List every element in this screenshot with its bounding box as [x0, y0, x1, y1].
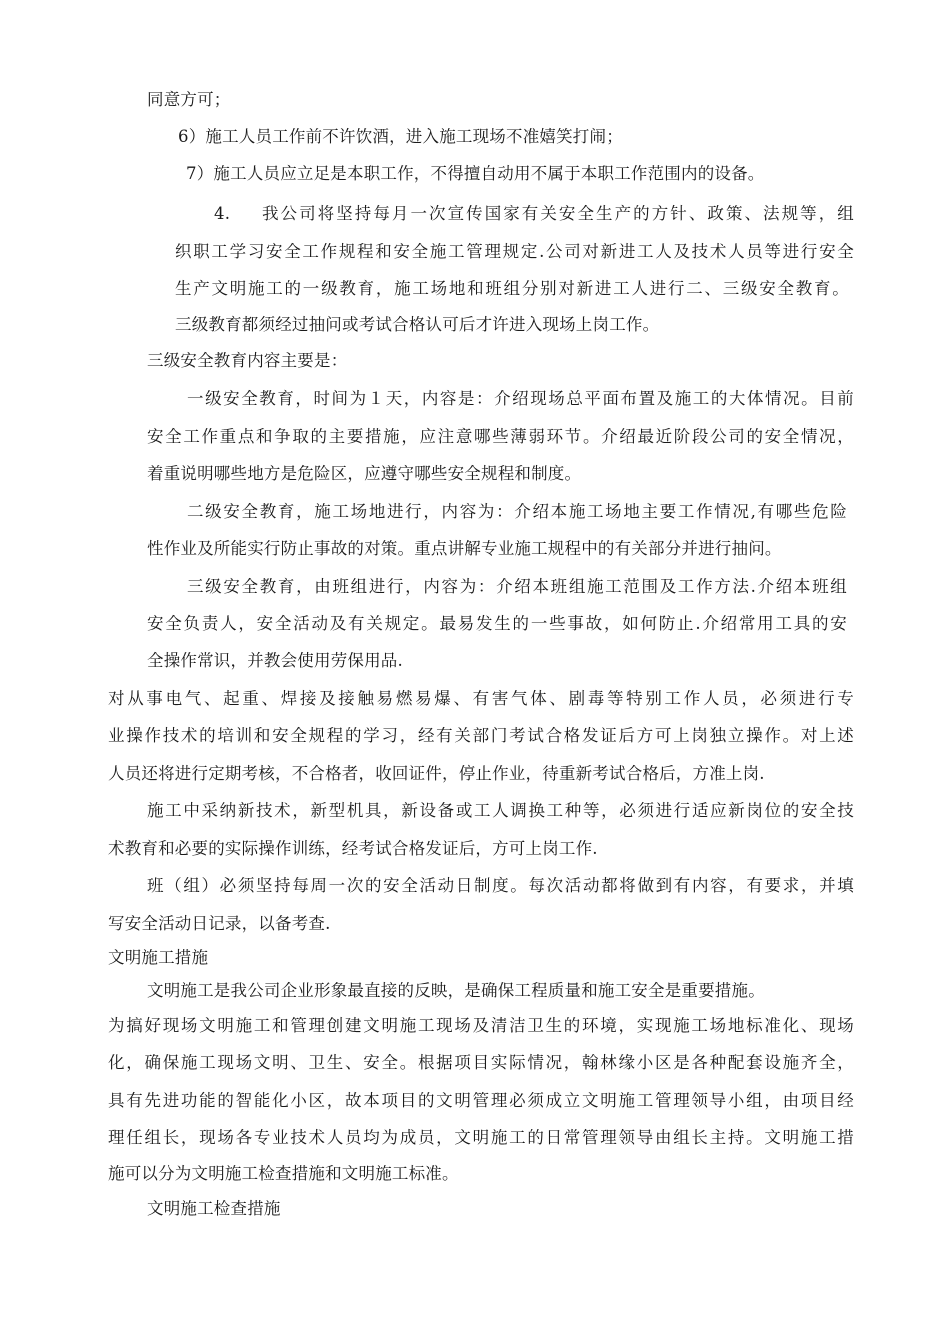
text-line: 着重说明哪些地方是危险区，应遵守哪些安全规程和制度。	[147, 464, 582, 483]
text-line: 我公司将坚持每月一次宣传国家有关安全生产的方针、政策、法规等，组	[262, 204, 854, 223]
text-line: 安全负责人，安全活动及有关规定。最易发生的一些事故，如何防止.介绍常用工具的安	[147, 614, 847, 633]
list-number: 4.	[214, 204, 231, 223]
text-line: 6）施工人员工作前不许饮酒，进入施工现场不准嬉笑打闹；	[178, 127, 623, 146]
text-line: 施工中采纳新技术，新型机具，新设备或工人调换工种等，必须进行适应新岗位的安全技	[147, 801, 854, 820]
text-line: 生产文明施工的一级教育，施工场地和班组分别对新进工人进行二、三级安全教育。	[175, 279, 849, 298]
text-line: 三级教育都须经过抽问或考试合格认可后才许进入现场上岗工作。	[175, 315, 660, 334]
text-line: 安全工作重点和争取的主要措施，应注意哪些薄弱环节。介绍最近阶段公司的安全情况，	[147, 427, 854, 446]
text-line: 为搞好现场文明施工和管理创建文明施工现场及清洁卫生的环境，实现施工场地标准化、现场	[108, 1016, 854, 1035]
text-line: 同意方可；	[147, 90, 231, 109]
text-line: 对从事电气、起重、焊接及接触易燃易爆、有害气体、剧毒等特别工作人员，必须进行专	[108, 689, 854, 708]
text-line: 业操作技术的培训和安全规程的学习，经有关部门考试合格发证后方可上岗独立操作。对上述	[108, 726, 854, 745]
text-line: 文明施工是我公司企业形象最直接的反映，是确保工程质量和施工安全是重要措施。	[147, 981, 765, 1000]
text-line: 化，确保施工现场文明、卫生、安全。根据项目实际情况，翰林缘小区是各种配套设施齐全，	[108, 1053, 854, 1072]
text-line: 全操作常识，并教会使用劳保用品.	[147, 651, 403, 670]
text-line: 性作业及所能实行防止事故的对策。重点讲解专业施工规程中的有关部分并进行抽问。	[147, 539, 782, 558]
text-line: 7）施工人员应立足是本职工作，不得擅自动用不属于本职工作范围内的设备。	[186, 164, 765, 183]
text-line: 三级安全教育内容主要是：	[147, 351, 348, 370]
text-line: 班（组）必须坚持每周一次的安全活动日制度。每次活动都将做到有内容，有要求，并填	[147, 876, 854, 895]
text-line: 织职工学习安全工作规程和安全施工管理规定.公司对新进工人及技术人员等进行安全	[175, 242, 854, 261]
text-line: 一级安全教育，时间为１天，内容是：介绍现场总平面布置及施工的大体情况。目前	[187, 389, 854, 408]
text-line: 三级安全教育，由班组进行，内容为：介绍本班组施工范围及工作方法.介绍本班组	[187, 577, 847, 596]
text-line: 术教育和必要的实际操作训练，经考试合格发证后，方可上岗工作.	[108, 839, 598, 858]
section-heading: 文明施工措施	[108, 948, 209, 967]
text-line: 写安全活动日记录，以备考查.	[108, 914, 331, 933]
text-line: 施可以分为文明施工检查措施和文明施工标准。	[108, 1164, 459, 1183]
text-line: 二级安全教育，施工场地进行，内容为：介绍本施工场地主要工作情况,有哪些危险	[187, 502, 847, 521]
text-line: 人员还将进行定期考核，不合格者，收回证件，停止作业，待重新考试合格后，方准上岗.	[108, 764, 765, 783]
text-line: 理任组长，现场各专业技术人员均为成员，文明施工的日常管理领导由组长主持。文明施工措	[108, 1128, 854, 1147]
section-heading: 文明施工检查措施	[147, 1199, 281, 1218]
text-line: 具有先进功能的智能化小区，故本项目的文明管理必须成立文明施工管理领导小组，由项目经	[108, 1091, 854, 1110]
